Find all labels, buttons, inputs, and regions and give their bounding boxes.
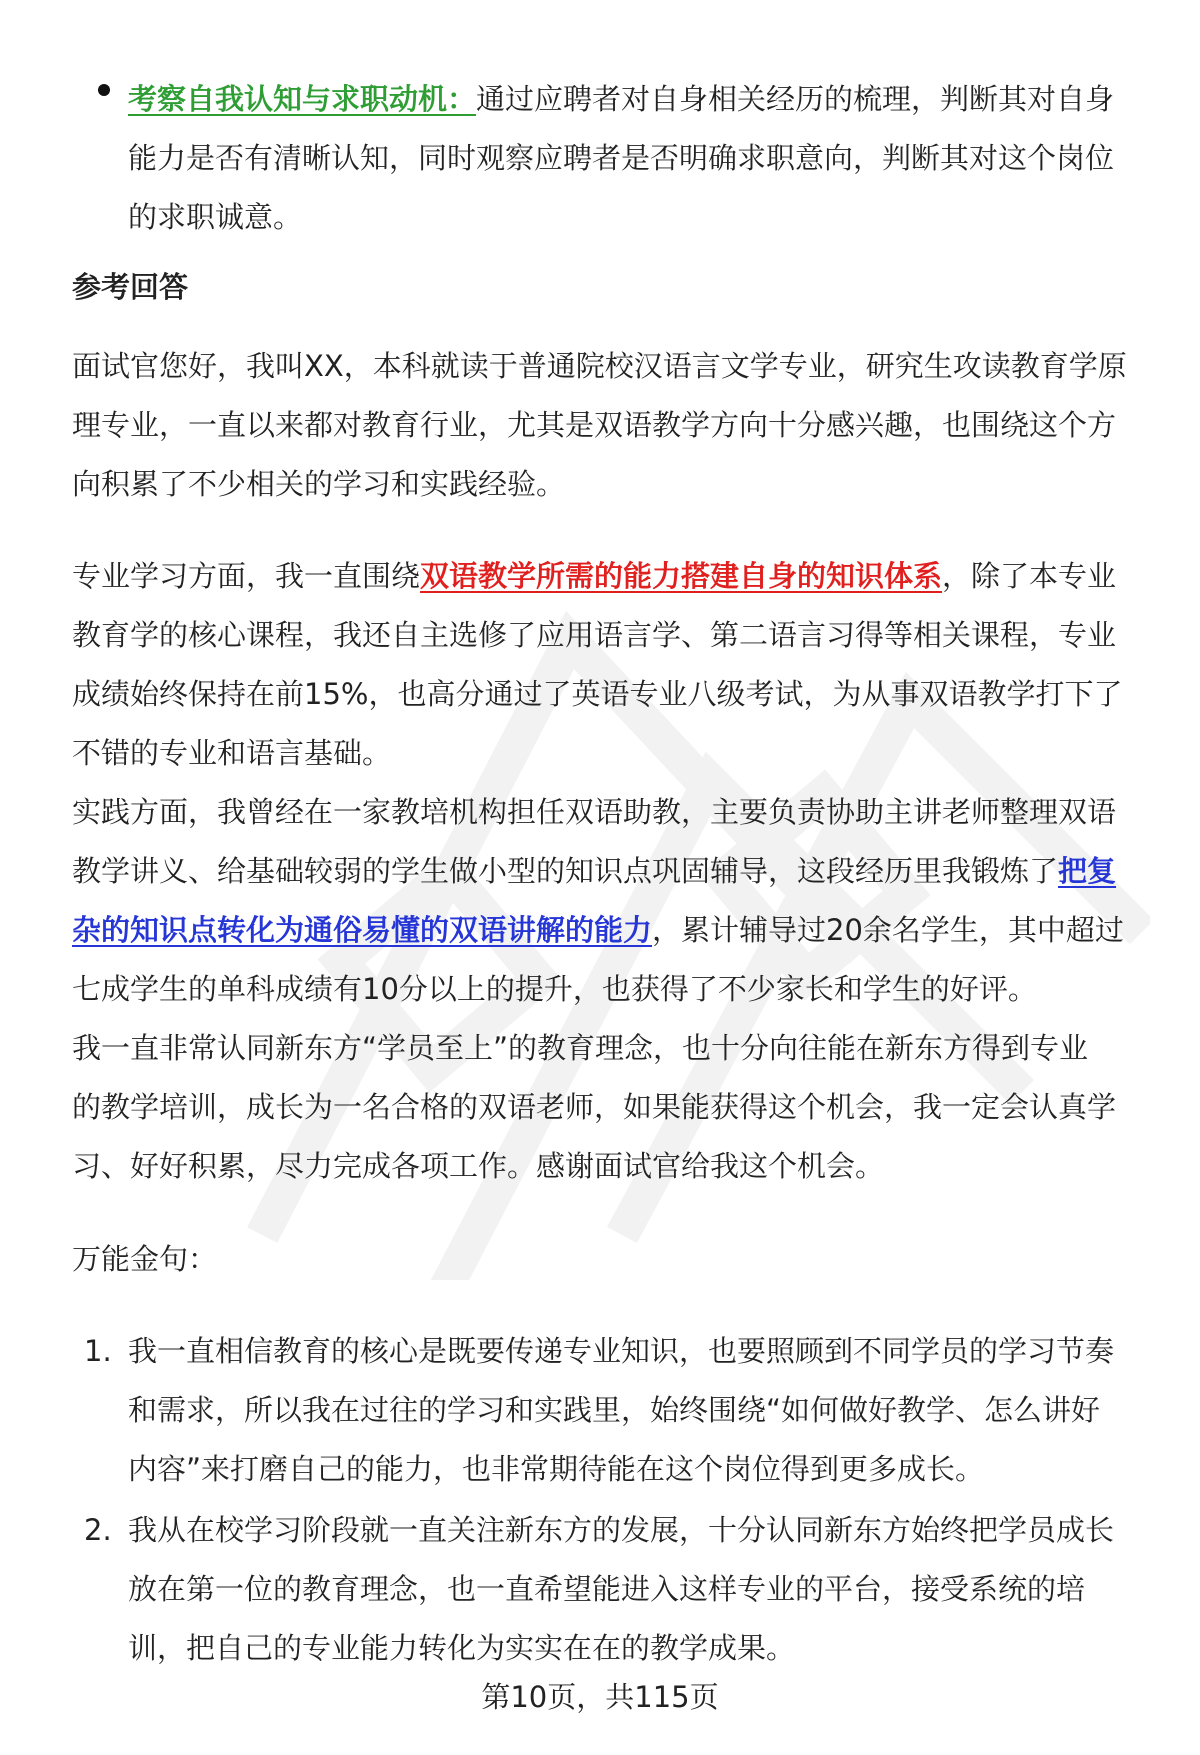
practice-line2: 教学讲义、给基础较弱的学生做小型的知识点巩固辅导，这段经历里我锻炼了: [72, 854, 1059, 888]
bullet-dot: [98, 84, 110, 96]
study-highlight: 双语教学所需的能力搭建自身的知识体系: [420, 559, 943, 593]
list-item-line: 我一直相信教育的核心是既要传递专业知识，也要照顾到不同学员的学习节奏: [128, 1334, 1115, 1368]
closing-line: 我一直非常认同新东方“学员至上”的教育理念，也十分向往能在新东方得到专业: [72, 1031, 1089, 1065]
bullet-item: [128, 70, 1148, 247]
closing-line: 的教学培训，成长为一名合格的双语老师，如果能获得这个机会，我一定会认真学: [72, 1090, 1117, 1124]
list-item-line: 我从在校学习阶段就一直关注新东方的发展，十分认同新东方始终把学员成长: [128, 1513, 1115, 1547]
list-item-line: 放在第一位的教育理念，也一直希望能进入这样专业的平台，接受系统的培: [128, 1572, 1086, 1606]
practice-highlight-b: 杂的知识点转化为通俗易懂的双语讲解的能力: [72, 913, 653, 947]
practice-line: 七成学生的单科成绩有10分以上的提升，也获得了不少家长和学生的好评。: [72, 972, 1037, 1006]
list-item-line: 和需求，所以我在过往的学习和实践里，始终围绕“如何做好教学、怎么讲好: [128, 1393, 1101, 1427]
list-item: [128, 1501, 1148, 1678]
bullet-line-1: 通过应聘者对自身相关经历的梳理，判断其对自身: [476, 82, 1115, 116]
intro-line: 理专业，一直以来都对教育行业，尤其是双语教学方向十分感兴趣，也围绕这个方: [72, 408, 1117, 442]
list-number: 2.: [84, 1513, 112, 1547]
bullet-label: 考察自我认知与求职动机：: [128, 82, 477, 116]
golden-label-block: [72, 1230, 1162, 1289]
practice-highlight-a: 把复: [1058, 854, 1117, 888]
study-line: 不错的专业和语言基础。: [72, 736, 392, 770]
study-paragraph: [72, 547, 1162, 783]
practice-line3: ，累计辅导过20余名学生，其中超过: [652, 913, 1124, 947]
study-line: 成绩始终保持在前15%，也高分通过了英语专业八级考试，为从事双语教学打下了: [72, 677, 1123, 711]
list-item-line: 训，把自己的专业能力转化为实实在在的教学成果。: [128, 1631, 796, 1665]
bullet-line-2: 能力是否有清晰认知，同时观察应聘者是否明确求职意向，判断其对这个岗位: [128, 141, 1115, 175]
study-line: 教育学的核心课程，我还自主选修了应用语言学、第二语言习得等相关课程，专业: [72, 618, 1117, 652]
practice-paragraph: [72, 783, 1162, 1019]
bullet-line-3: 的求职诚意。: [128, 200, 303, 234]
list-item-line: 内容”来打磨自己的能力，也非常期待能在这个岗位得到更多成长。: [128, 1452, 985, 1486]
study-pre: 专业学习方面，我一直围绕: [72, 559, 421, 593]
closing-paragraph: [72, 1019, 1162, 1196]
section-heading: 参考回答: [72, 270, 189, 304]
page-footer: 第10页，共115页: [481, 1680, 719, 1714]
closing-line: 习、好好积累，尽力完成各项工作。感谢面试官给我这个机会。: [72, 1149, 885, 1183]
intro-line: 面试官您好，我叫XX，本科就读于普通院校汉语言文学专业，研究生攻读教育学原: [72, 349, 1127, 383]
intro-paragraph: [72, 337, 1162, 514]
practice-line: 实践方面，我曾经在一家教培机构担任双语助教，主要负责协助主讲老师整理双语: [72, 795, 1117, 829]
list-number: 1.: [84, 1334, 112, 1368]
list-item: [128, 1322, 1148, 1499]
golden-label: 万能金句：: [72, 1242, 218, 1276]
study-post: ，除了本专业: [942, 559, 1117, 593]
intro-line: 向积累了不少相关的学习和实践经验。: [72, 467, 566, 501]
